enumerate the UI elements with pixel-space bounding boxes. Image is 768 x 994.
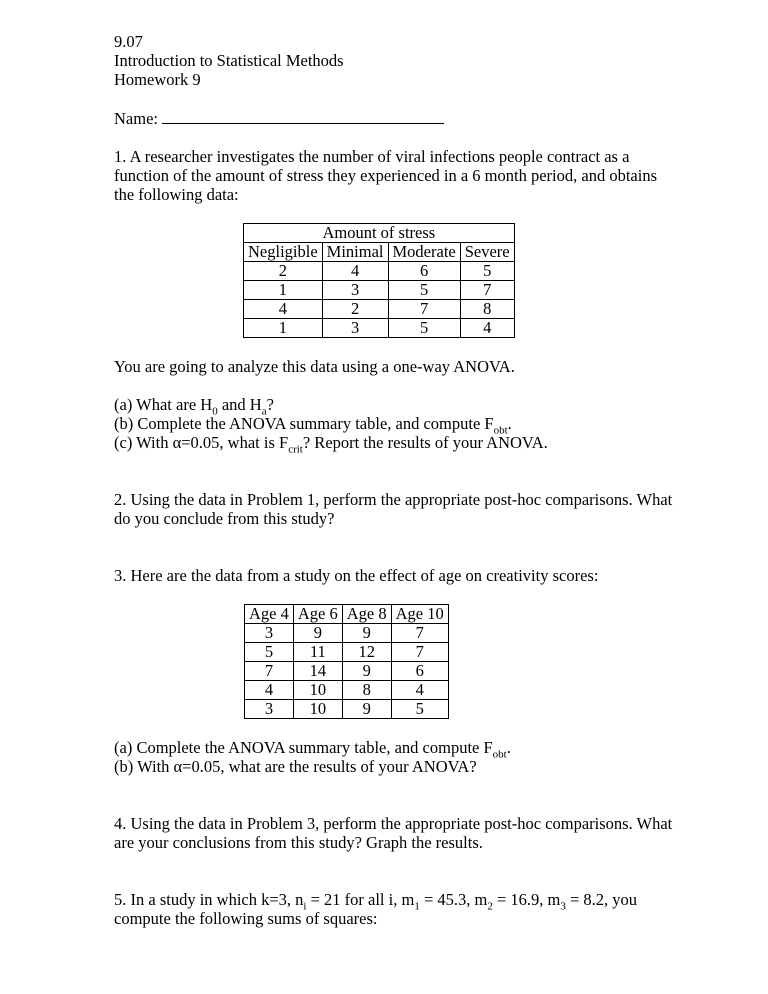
table-cell: 4 [322,262,388,281]
table-cell: 9 [293,624,342,643]
table-cell: 1 [244,281,323,300]
q1-part-a [114,395,674,418]
subscript: 1 [414,900,420,913]
table-cell: 1 [244,319,323,338]
subscript: obt [492,748,507,761]
course-title: Introduction to Statistical Methods [114,51,344,70]
text-run: . [507,414,512,433]
text-run: . [506,738,511,757]
text-run: ? Report the results of your ANOVA. [302,433,548,452]
table-cell: 10 [293,681,342,700]
subscript: a [261,405,267,418]
assignment-title: Homework 9 [114,70,201,89]
text-run: ? [266,395,274,414]
subscript: i [303,900,307,913]
table-row [244,262,515,281]
table-cell: 7 [245,662,294,681]
q1-col-header: Moderate [388,243,460,262]
text-run: 5. In a study in which k=3, n [114,890,304,909]
q1-col-header: Severe [460,243,514,262]
q3-col-header: Age 4 [245,605,294,624]
table-cell: 5 [245,643,294,662]
table-cell: 10 [293,700,342,719]
q3-header-row [245,605,449,624]
table-cell: 2 [244,262,323,281]
q1-data-table [243,223,515,338]
table-cell: 3 [322,281,388,300]
text-run: = 16.9, m [492,890,561,909]
table-cell: 3 [245,624,294,643]
table-cell: 6 [388,262,460,281]
table-cell: 6 [391,662,448,681]
q3-col-header: Age 6 [293,605,342,624]
q4-text: 4. Using the data in Problem 3, perform the appropriate post-hoc comparisons. What are your conclusions from this study? Graph the results. [114,814,673,852]
table-cell: 7 [388,300,460,319]
table-cell: 7 [391,643,448,662]
name-label: Name: [114,109,158,128]
table-cell: 4 [460,319,514,338]
q1-col-header: Minimal [322,243,388,262]
table-row [244,281,515,300]
q1-part-c [114,433,674,456]
q3-text: 3. Here are the data from a study on the effect of age on creativity scores: [114,566,599,585]
q1-group-header: Amount of stress [244,224,515,243]
table-cell: 2 [322,300,388,319]
q1-header-row [244,243,515,262]
table-row [244,319,515,338]
q1-after: You are going to analyze this data using a one-way ANOVA. [114,357,515,376]
text-run: (a) Complete the ANOVA summary table, and compute F [114,738,493,757]
q2-text: 2. Using the data in Problem 1, perform the appropriate post-hoc comparisons. What do you conclude from this study? [114,490,673,528]
q1-col-header: Negligible [244,243,323,262]
table-cell: 5 [391,700,448,719]
table-cell: 5 [388,319,460,338]
table-cell: 3 [322,319,388,338]
course-number: 9.07 [114,32,143,51]
text-run: (a) What are H [114,395,213,414]
text-run: = 8.2, you compute the following sums of squares: [114,890,638,928]
table-row [245,662,449,681]
name-blank [162,108,444,124]
table-cell: 8 [342,681,391,700]
table-cell: 8 [460,300,514,319]
table-cell: 3 [245,700,294,719]
table-cell: 14 [293,662,342,681]
table-cell: 7 [460,281,514,300]
subscript: 0 [212,405,218,418]
text-run: and H [217,395,262,414]
table-row [244,300,515,319]
table-cell: 4 [245,681,294,700]
table-row [245,681,449,700]
table-row [245,624,449,643]
q1-part-b [114,414,674,437]
q3-col-header: Age 10 [391,605,448,624]
table-cell: 9 [342,624,391,643]
q3-data-table [244,604,449,719]
q3-part-b: (b) With α=0.05, what are the results of your ANOVA? [114,757,477,776]
text-run: (c) With α=0.05, what is F [114,433,289,452]
table-cell: 4 [244,300,323,319]
table-cell: 5 [388,281,460,300]
text-run: (b) Complete the ANOVA summary table, and compute F [114,414,494,433]
table-cell: 9 [342,700,391,719]
table-cell: 12 [342,643,391,662]
table-row [245,700,449,719]
q3-part-a [114,738,674,761]
text-run: = 21 for all i, m [306,890,415,909]
name-line [114,108,674,128]
text-run: = 45.3, m [419,890,488,909]
table-cell: 11 [293,643,342,662]
subscript: obt [493,424,508,437]
q3-col-header: Age 8 [342,605,391,624]
homework-page [114,32,674,928]
table-cell: 5 [460,262,514,281]
table-row [245,643,449,662]
table-cell: 4 [391,681,448,700]
q1-text: 1. A researcher investigates the number of viral infections people contract as a function of the amount of stress they experienced in a 6 month period, and obtains the following data: [114,147,657,204]
table-cell: 9 [342,662,391,681]
table-cell: 7 [391,624,448,643]
q5-text [114,890,674,928]
subscript: 3 [560,900,566,913]
subscript: 2 [487,900,493,913]
subscript: crit [288,443,303,456]
